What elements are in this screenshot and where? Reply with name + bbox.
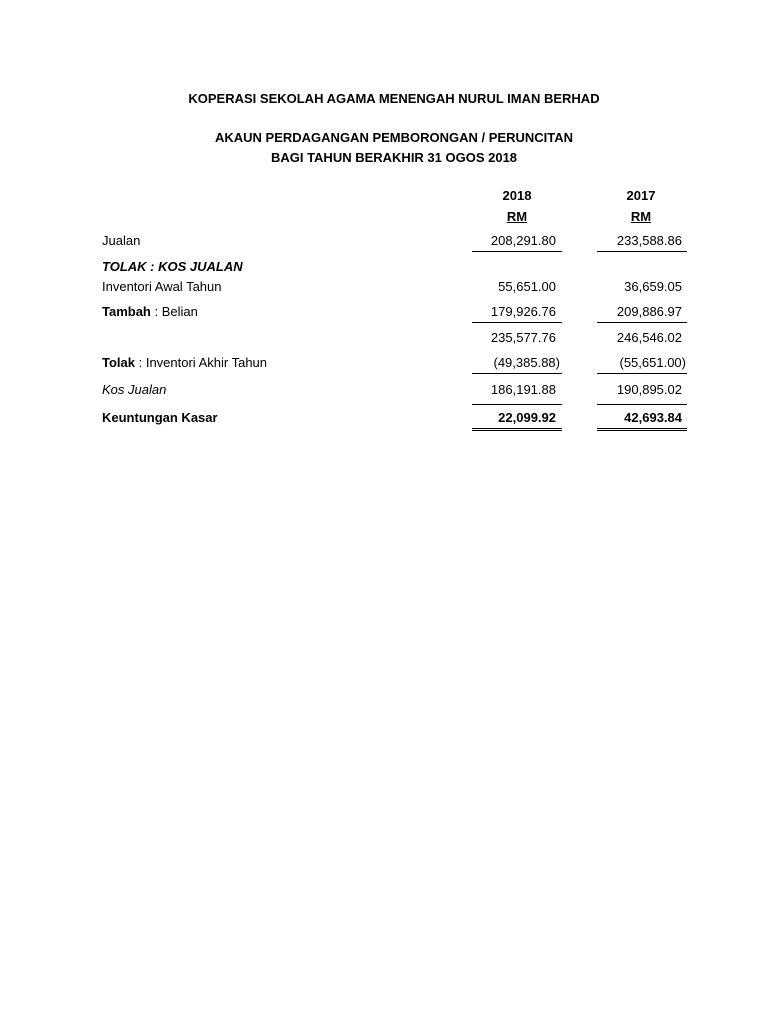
column-currency-2018: RM <box>506 209 528 224</box>
rule-inventori-akhir-2017 <box>597 373 687 374</box>
row-label-keuntungan-kasar: Keuntungan Kasar <box>102 410 218 425</box>
column-year-2018: 2018 <box>502 188 532 203</box>
value-inventori-awal-2017: 36,659.05 <box>624 279 682 294</box>
rule-jualan-2017 <box>597 251 687 252</box>
period-title: BAGI TAHUN BERAKHIR 31 OGOS 2018 <box>270 150 518 165</box>
company-name: KOPERASI SEKOLAH AGAMA MENENGAH NURUL IMAN BERHAD <box>188 91 600 106</box>
row-label-inventori-awal: Inventori Awal Tahun <box>102 279 222 294</box>
rule-kos-jualan-2018 <box>472 404 562 405</box>
row-label-kos-jualan: Kos Jualan <box>102 382 167 397</box>
value-belian-2017: 209,886.97 <box>616 304 682 319</box>
column-year-2017: 2017 <box>626 188 656 203</box>
column-currency-2017: RM <box>630 209 652 224</box>
value-inventori-awal-2018: 55,651.00 <box>498 279 556 294</box>
section-tolak-kos-jualan: TOLAK : KOS JUALAN <box>102 259 243 274</box>
rule-keuntungan-2017-a <box>597 428 687 429</box>
rule-belian-2017 <box>597 322 687 323</box>
value-jualan-2018: 208,291.80 <box>490 233 556 248</box>
rule-belian-2018 <box>472 322 562 323</box>
row-label-belian <box>102 304 198 319</box>
row-text-belian: : Belian <box>150 304 198 319</box>
row-text-inventori-akhir: : Inventori Akhir Tahun <box>135 355 268 370</box>
value-kos-jualan-2017: 190,895.02 <box>616 382 682 397</box>
value-belian-2018: 179,926.76 <box>490 304 556 319</box>
account-title: AKAUN PERDAGANGAN PEMBORONGAN / PERUNCITAN <box>215 130 573 145</box>
rule-keuntungan-2018-a <box>472 428 562 429</box>
value-keuntungan-2017: 42,693.84 <box>624 410 682 425</box>
value-subtotal-2018: 235,577.76 <box>490 330 556 345</box>
row-label-inventori-akhir <box>102 355 267 370</box>
value-keuntungan-2018: 22,099.92 <box>498 410 556 425</box>
row-label-jualan: Jualan <box>102 233 141 248</box>
rule-inventori-akhir-2018 <box>472 373 562 374</box>
rule-kos-jualan-2017 <box>597 404 687 405</box>
rule-keuntungan-2017-b <box>597 430 687 431</box>
rule-jualan-2018 <box>472 251 562 252</box>
value-inventori-akhir-2018: (49,385.88) <box>493 355 560 370</box>
value-kos-jualan-2018: 186,191.88 <box>490 382 556 397</box>
rule-keuntungan-2018-b <box>472 430 562 431</box>
row-prefix-tolak: Tolak <box>102 355 135 370</box>
row-prefix-tambah: Tambah <box>102 304 151 319</box>
value-jualan-2017: 233,588.86 <box>616 233 682 248</box>
value-subtotal-2017: 246,546.02 <box>616 330 682 345</box>
value-inventori-akhir-2017: (55,651.00) <box>619 355 686 370</box>
